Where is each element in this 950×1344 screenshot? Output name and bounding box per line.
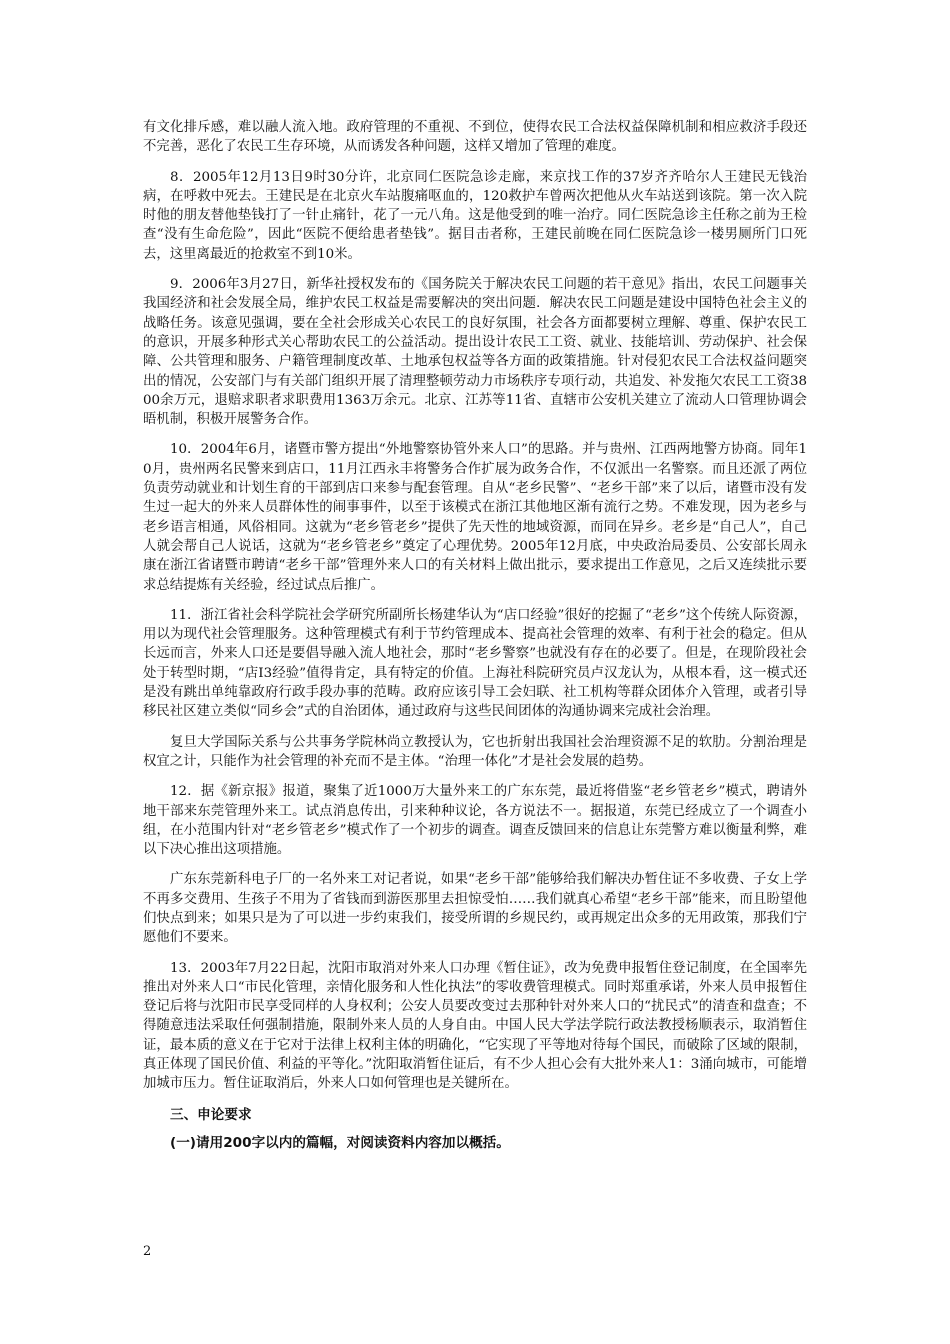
paragraph-item-9: 9．2006年3月27日，新华社授权发布的《国务院关于解决农民工问题的若干意见》指出，农民工问题事关我国经济和社会发展全局，维护农民工权益是需要解决的突出问题．解决农民工问题是建设中国特色社会主义的战略任务。该意见强调，要在全社会形成关心农民工的良好氛围，社会各方面都要树立理解、尊重、保护农民工的意识，开展多种形式关心帮助农民工的公益活动。提出设计农民工工资、就业、技能培训、劳动保护、社会保障、公共管理和服务、户籍管理制度改革、土地承包权益等各方面的政策措施。针对侵犯农民工合法权益问题突出的情况，公安部门与有关部门组织开展了清理整顿劳动力市场秩序专项行动，共追发、补发拖欠农民工工资3800余万元，退赔求职者求职费用1363万余元。北京、江苏等11省、直辖市公安机关建立了流动人口管理协调会晤机制，积极开展警务合作。 — [143, 277, 807, 428]
paragraph-item-12: 12．据《新京报》报道，聚集了近1000万大量外来工的广东东莞，最近将借鉴“老乡管老乡”模式，聘请外地干部来东莞管理外来工。试点消息传出，引来种种议论，各方说法不一。据报道，东莞已经成立了一个调查小组，在小范围内针对“老乡管老乡”模式作了一个初步的调查。调查反馈回来的信息让东莞警方难以衡量利弊，难以下决心推出这项措施。 — [143, 784, 807, 858]
paragraph-item-13: 13．2003年7月22日起，沈阳市取消对外来人口办理《暂住证》，改为免费申报暂住登记制度，在全国率先推出对外来人口“市民化管理，亲情化服务和人性化执法”的零收费管理模式。同时郑重承诺，外来人员申报暂住登记后将与沈阳市民享受同样的人身权利；公安人员要改变过去那种针对外来人口的“扰民式”的清查和盘查；不得随意违法采取任何强制措施，限制外来人员的人身自由。中国人民大学法学院行政法教授杨顺表示，取消暂住证，最本质的意义在于它对于法律上权利主体的明确化，“它实现了平等地对待每个国民，而破除了区域的限制，真正体现了国民价值、利益的平等化。”沈阳取消暂住证后，有不少人担心会有大批外来人1：3涌向城市，可能增加城市压力。暂住证取消后，外来人口如何管理也是关键所在。 — [143, 960, 807, 1092]
paragraph-item-10: 10．2004年6月，诸暨市警方提出“外地警察协管外来人口”的思路。并与贵州、江西两地警方协商。同年10月，贵州两名民警来到店口，11月江西永丰将警务合作扩展为政务合作，不仅派出一名警察。而且还派了两位负责劳动就业和计划生育的干部到店口来参与配套管理。自从“老乡民警”、“老乡干部”来了以后，诸暨市没有发生过一起大的外来人员群体性的闹事事件，以至于该模式在浙江其他地区渐有流行之势。不难发现，因为老乡与老乡语言相通，风俗相同。这就为“老乡管老乡”提供了先天性的地域资源，而同在异乡。老乡是“自己人”，自己人就会帮自己人说话，这就为“老乡管老乡”奠定了心理优势。2005年12月底，中央政治局委员、公安部长周永康在浙江省诸暨市聘请“老乡干部”管理外来人口的有关材料上做出批示，要求提出工作意见，之后又连续批示要求总结提炼有关经验，经过试点后推广。 — [143, 442, 807, 593]
paragraph-continuation: 有文化排斥感，难以融人流入地。政府管理的不重视、不到位，使得农民工合法权益保障机制和相应救济手段还不完善，恶化了农民工生存环境，从而诱发各种问题，这样又增加了管理的难度。 — [143, 120, 807, 155]
page-number: 2 — [143, 1244, 152, 1259]
paragraph-item-8: 8．2005年12月13日9时30分许，北京同仁医院急诊走廊，来京找工作的37岁齐齐哈尔人王建民无钱治病，在呼救中死去。王建民是在北京火车站腹痛呕血的，120救护车曾两次把他从火车站送到该院。第一次入院时他的朋友替他垫钱打了一针止痛针，花了一元八角。这是他受到的唯一治疗。同仁医院急诊主任称之前为王检查“没有生命危险”，因此“医院不便给患者垫钱”。据目击者称，王建民前晚在同仁医院急诊一楼男厕所门口死去，这里离最近的抢救室不到10米。 — [143, 169, 807, 262]
question-1: (一)请用200字以内的篇幅，对阅读资料内容加以概括。 — [170, 1134, 510, 1151]
paragraph-fudan-comment: 复旦大学国际关系与公共事务学院林尚立教授认为，它也折射出我国社会治理资源不足的软肋。分割治理是权宜之计，只能作为社会管理的补充而不是主体。“治理一体化”才是社会发展的趋势。 — [143, 734, 807, 769]
section-heading: 三、申论要求 — [170, 1106, 252, 1123]
paragraph-item-11: 11．浙江省社会科学院社会学研究所副所长杨建华认为“店口经验”很好的挖掘了“老乡”这个传统人际资源，用以为现代社会管理服务。这种管理模式有利于节约管理成本、提高社会管理的效率、有利于社会的稳定。但从长远而言，外来人口还是要倡导融入流人地社会，那时“老乡警察”也就没有存在的必要了。但是，在现阶段社会处于转型时期，“店I3经验”值得肯定，具有特定的价值。上海社科院研究员卢汉龙认为，从根本看，这一模式还是没有跳出单纯靠政府行政手段办事的范畴。政府应该引导工会妇联、社工机构等群众团体介入管理，或者引导移民社区建立类似“同乡会”式的自治团体，通过政府与这些民间团体的沟通协调来完成社会治理。 — [143, 607, 807, 720]
paragraph-dongguan-worker: 广东东莞新科电子厂的一名外来工对记者说，如果“老乡干部”能够给我们解决办暂住证不多收费、子女上学不再多交费用、生孩子不用为了省钱而到游医那里去担惊受怕……我们就真心希望“老乡干部”能来，而且盼望他们快点到来；如果只是为了可以进一步约束我们，接受所谓的乡规民约，或再规定出众多的无用政策，那我们宁愿他们不要来。 — [143, 872, 807, 946]
document-body — [143, 118, 807, 1161]
